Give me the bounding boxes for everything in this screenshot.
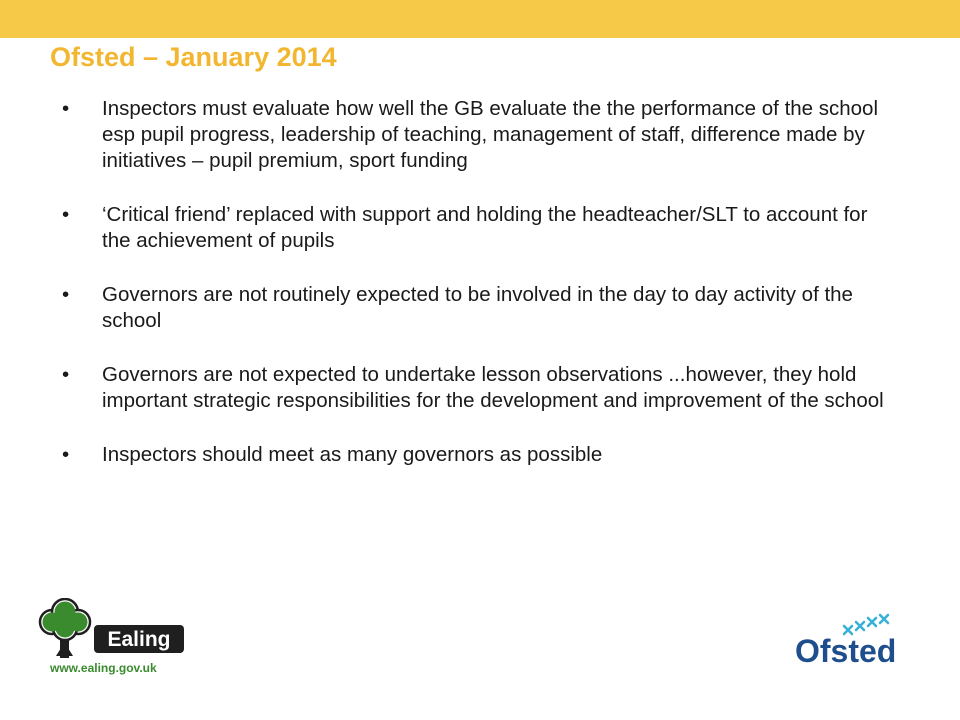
slide-title: Ofsted – January 2014 (50, 42, 337, 72)
bullet-text: ‘Critical friend’ replaced with support and holding the headteacher/SLT to account for the achievement of pupils (102, 203, 868, 252)
top-accent-bar (0, 0, 960, 38)
stars-icon (844, 615, 888, 634)
bullet-item (60, 96, 890, 174)
ofsted-logo (792, 612, 902, 670)
bullet-list (60, 96, 890, 496)
bullet-marker: • (62, 97, 70, 120)
bullet-item (60, 362, 890, 414)
bullet-text: Inspectors must evaluate how well the GB evaluate the the performance of the school esp pupil progress, leadership of teaching, management of staff, difference made by initiatives – pupil premium, sport funding (102, 97, 879, 172)
bullet-text: Inspectors should meet as many governors as possible (102, 443, 603, 466)
ealing-logo (38, 598, 198, 680)
bullet-item (60, 282, 890, 334)
tree-icon (40, 599, 90, 658)
bullet-marker: • (62, 203, 70, 226)
bullet-marker: • (62, 443, 70, 466)
ealing-url: www.ealing.gov.uk (50, 661, 157, 675)
bullet-item (60, 202, 890, 254)
bullet-text: Governors are not routinely expected to be involved in the day to day activity of the school (102, 283, 853, 332)
bullet-marker: • (62, 283, 70, 306)
ealing-name: Ealing (107, 628, 171, 651)
bullet-marker: • (62, 363, 70, 386)
bullet-item (60, 442, 890, 468)
bullet-text: Governors are not expected to undertake lesson observations ...however, they hold important strategic responsibilities for the development and improvement of the school (102, 363, 884, 412)
ofsted-name: Ofsted (795, 633, 897, 669)
